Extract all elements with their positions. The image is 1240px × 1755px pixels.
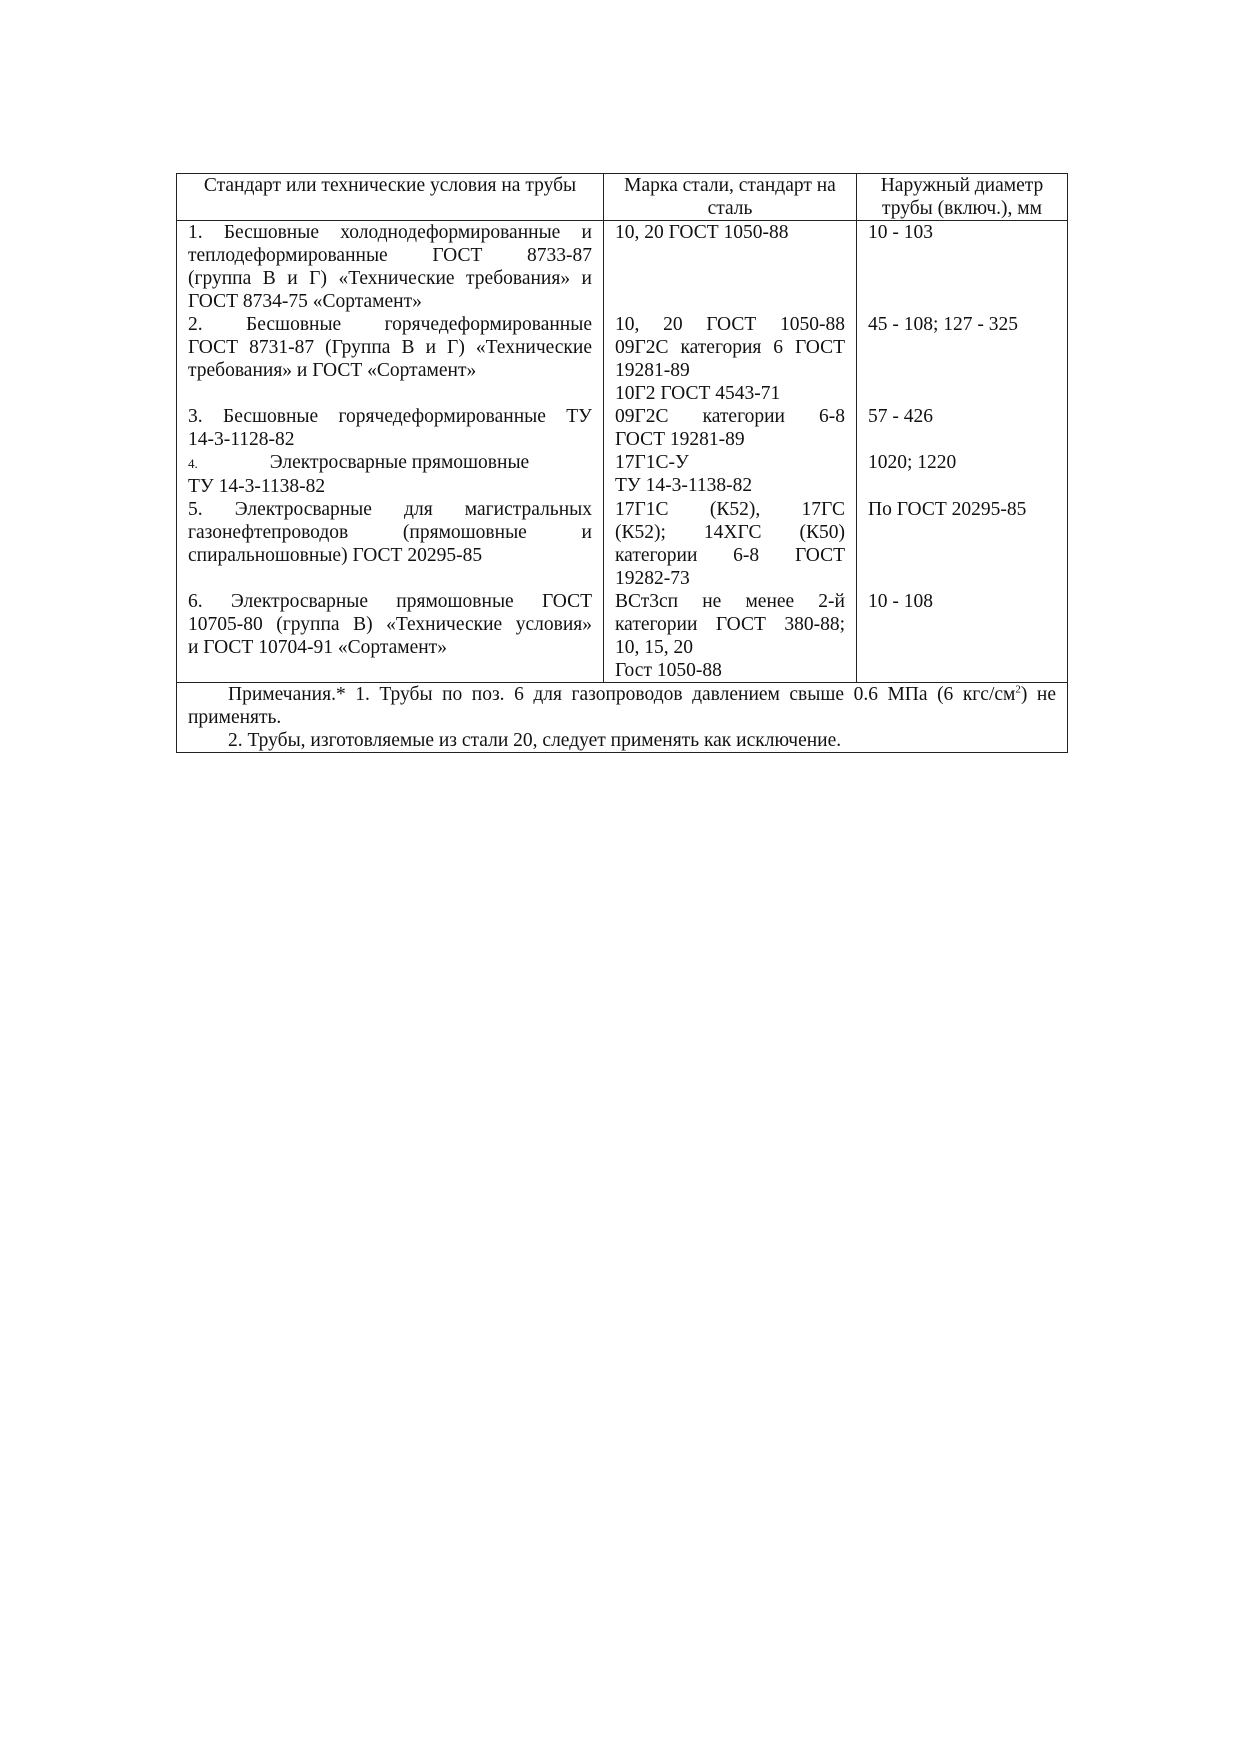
table-row xyxy=(177,451,1068,498)
note-1 xyxy=(188,683,1056,729)
steel-line: ГОСТ 19281-89 xyxy=(615,429,745,450)
steel-cell xyxy=(604,590,857,683)
standard-line xyxy=(188,451,592,475)
steel-line: 19281-89 xyxy=(615,360,690,381)
steel-cell xyxy=(604,221,857,314)
steel-line: (К52); 14ХГС (К50) xyxy=(615,522,845,543)
standard-line: 14-3-1128-82 xyxy=(188,429,295,450)
standard-cell xyxy=(177,313,604,405)
steel-line: 17Г1С (К52), 17ГС xyxy=(615,499,845,520)
table-row xyxy=(177,313,1068,405)
standard-line: теплодеформированные ГОСТ 8733-87 xyxy=(188,245,592,266)
steel-line: 09Г2С категории 6-8 xyxy=(615,406,845,427)
standard-line: 3. Бесшовные горячедеформированные ТУ xyxy=(188,406,592,427)
standard-line: ГОСТ 8731-87 (Группа В и Г) «Технические xyxy=(188,337,592,358)
standard-line: 5. Электросварные для магистральных xyxy=(188,499,592,520)
diameter-cell: 10 - 103 xyxy=(868,222,933,243)
diameter-cell: 45 - 108; 127 - 325 xyxy=(868,314,1019,335)
standard-line: требования» и ГОСТ «Сортамент» xyxy=(188,360,477,381)
standard-cell xyxy=(177,590,604,683)
diameter-cell: По ГОСТ 20295-85 xyxy=(868,499,1027,520)
steel-cell xyxy=(604,451,857,498)
note-1-end: ) не применять. xyxy=(188,684,1057,728)
diameter-cell: 57 - 426 xyxy=(868,406,933,427)
standard-cell xyxy=(177,451,604,498)
table-row xyxy=(177,221,1068,314)
table-header-row xyxy=(177,174,1068,221)
note-2: 2. Трубы, изготовляемые из стали 20, следует применять как исключение. xyxy=(228,730,842,751)
steel-line: ВСт3сп не менее 2-й xyxy=(615,591,845,612)
steel-line: 10, 15, 20 xyxy=(615,637,693,658)
standard-line: ТУ 14-3-1138-82 xyxy=(188,476,326,497)
header-diameter: Наружный диаметр трубы (включ.), мм xyxy=(857,174,1068,221)
standard-line: (группа В и Г) «Технические требования» и xyxy=(188,268,592,289)
standard-line: 1. Бесшовные холоднодеформированные и xyxy=(188,222,592,243)
standard-line: и ГОСТ 10704-91 «Сортамент» xyxy=(188,637,447,658)
standard-cell xyxy=(177,498,604,590)
diameter-cell: 10 - 108 xyxy=(868,591,933,612)
table-row xyxy=(177,405,1068,451)
steel-cell xyxy=(604,313,857,405)
steel-line: 09Г2С категория 6 ГОСТ xyxy=(615,337,845,358)
standard-line: газонефтепроводов (прямошовные и xyxy=(188,522,592,543)
header-standard: Стандарт или технические условия на трубы xyxy=(177,174,604,221)
table-notes xyxy=(177,683,1068,753)
table-notes-row xyxy=(177,683,1068,753)
pipes-standards-table xyxy=(176,173,1068,753)
note-1-text: Примечания.* 1. Трубы по поз. 6 для газопроводов давлением свыше 0.6 МПа (6 кгс/см xyxy=(228,684,1016,705)
standard-number: 4. xyxy=(188,456,198,471)
standard-line: 6. Электросварные прямошовные ГОСТ xyxy=(188,591,592,612)
standard-text: Электросварные прямошовные xyxy=(269,452,530,473)
table-row xyxy=(177,498,1068,590)
standard-line: 2. Бесшовные горячедеформированные xyxy=(188,314,592,335)
diameter-cell: 1020; 1220 xyxy=(868,452,957,473)
steel-line: 19282-73 xyxy=(615,568,690,589)
steel-line: Гост 1050-88 xyxy=(615,660,722,681)
steel-line: ТУ 14-3-1138-82 xyxy=(615,475,753,496)
steel-cell xyxy=(604,498,857,590)
steel-line: 10Г2 ГОСТ 4543-71 xyxy=(615,383,781,404)
standard-line: спиральношовные) ГОСТ 20295-85 xyxy=(188,545,483,566)
steel-line: 10, 20 ГОСТ 1050-88 xyxy=(615,222,789,243)
header-steel-grade: Марка стали, стандарт на сталь xyxy=(604,174,857,221)
table-row xyxy=(177,590,1068,683)
steel-line: категории 6-8 ГОСТ xyxy=(615,545,845,566)
steel-line: категории ГОСТ 380-88; xyxy=(615,614,845,635)
standard-cell xyxy=(177,405,604,451)
steel-line: 17Г1С-У xyxy=(615,452,689,473)
steel-line: 10, 20 ГОСТ 1050-88 xyxy=(615,314,845,335)
standard-line: ГОСТ 8734-75 «Сортамент» xyxy=(188,291,422,312)
steel-cell xyxy=(604,405,857,451)
standard-line: 10705-80 (группа В) «Технические условия» xyxy=(188,614,592,635)
note-1-superscript: 2 xyxy=(1015,683,1021,696)
standard-cell xyxy=(177,221,604,314)
